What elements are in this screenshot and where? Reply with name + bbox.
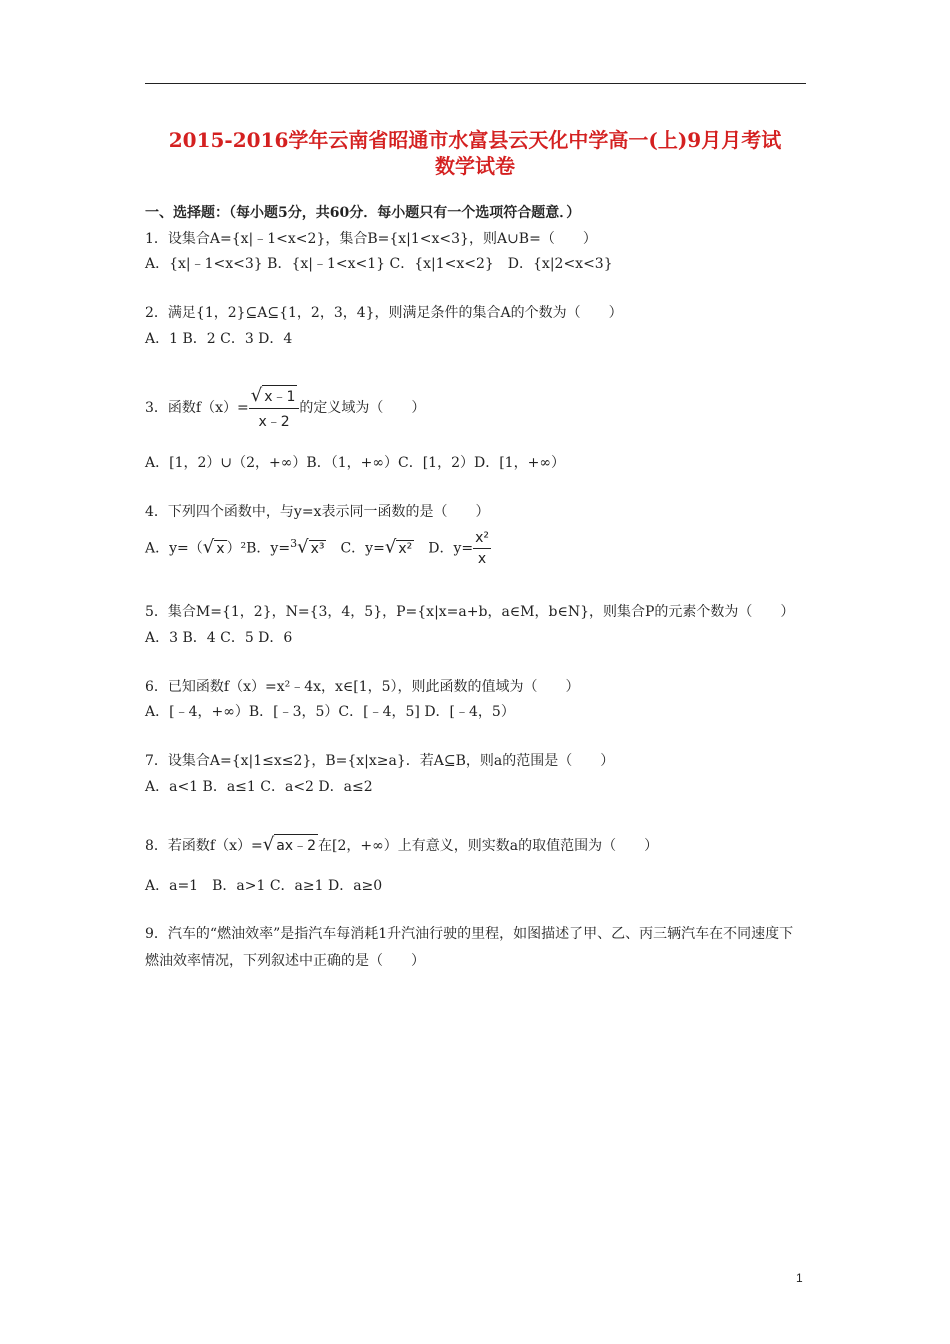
q4-option-d-fraction (473, 530, 491, 567)
q4-option-b-index: 3 (290, 536, 298, 550)
question-4-options (145, 530, 491, 567)
sqrt-symbol: √ (384, 536, 397, 558)
page-number: 1 (796, 1271, 803, 1285)
question-6-options: A．[﹣4，+∞）B．[﹣3，5）C．[﹣4，5] D．[﹣4，5） (145, 704, 515, 720)
document-title-line1: 2015-2016学年云南省昭通市水富县云天化中学高一(上)9月月考试 (168, 128, 782, 152)
question-9: 9．汽车的“燃油效率”是指汽车每消耗1升汽油行驶的里程，如图描述了甲、乙、丙三辆汽车在不同速度下燃油效率情况，下列叙述中正确的是（ ） (145, 926, 794, 969)
question-2: 2．满足{1，2}⊆A⊆{1，2，3，4}，则满足条件的集合A的个数为（ ） (145, 305, 623, 321)
question-3-suffix: 的定义域为（ ） (299, 400, 426, 416)
section-heading: 一、选择题：（每小题5分，共60分．每小题只有一个选项符合题意．） (145, 205, 581, 221)
header-rule (145, 83, 806, 84)
question-1-options: A．{x|﹣1<x<3} B．{x|﹣1<x<1} C．{x|1<x<2} D．{x|2<x<3} (145, 256, 613, 272)
question-1: 1．设集合A={x|﹣1<x<2}，集合B={x|1<x<3}，则A∪B=（ ） (145, 231, 597, 247)
question-3 (145, 385, 425, 431)
sqrt-symbol: √ (250, 385, 263, 406)
question-7-options: A．a<1 B．a≤1 C．a<2 D．a≤2 (145, 779, 373, 795)
question-8-radicand: ax﹣2 (274, 834, 318, 855)
sqrt-symbol: √ (202, 536, 215, 558)
question-3-options: A．[1，2）∪（2，+∞）B．（1，+∞）C．[1，2）D．[1，+∞） (145, 455, 565, 471)
q4-option-a-end: ）²B．y= (226, 540, 291, 557)
question-5: 5．集合M={1，2}，N={3，4，5}，P={x|x=a+b，a∈M，b∈N}，则集合P的元素个数为（ ） (145, 604, 795, 620)
question-6: 6．已知函数f（x）=x²﹣4x，x∈[1，5），则此函数的值域为（ ） (145, 679, 580, 695)
q4-option-a: A．y=（ (145, 540, 203, 557)
question-8-prefix: 8．若函数f（x）= (145, 838, 263, 854)
question-8-suffix: 在[2，+∞）上有意义，则实数a的取值范围为（ ） (317, 838, 659, 854)
question-4: 4．下列四个函数中，与y=x表示同一函数的是（ ） (145, 504, 490, 520)
document-title-line2: 数学试卷 (435, 154, 515, 178)
q4-option-c-radicand: x² (398, 540, 413, 557)
sqrt-symbol: √ (262, 834, 275, 855)
q4-option-d: D．y= (414, 540, 474, 557)
sqrt-symbol: √ (297, 536, 309, 558)
q4-option-b-radicand: x³ (310, 540, 325, 557)
q4-option-a-radicand: x (216, 540, 225, 557)
question-3-numerator: x﹣1 (262, 385, 297, 406)
question-3-fraction (249, 385, 300, 431)
q4-option-d-numerator: x² (473, 530, 491, 549)
question-8-options: A．a=1 B．a>1 C．a≥1 D．a≥0 (145, 878, 383, 894)
question-8 (145, 834, 658, 855)
question-5-options: A．3 B．4 C．5 D．6 (145, 630, 293, 646)
question-3-prefix: 3．函数f（x）= (145, 400, 249, 416)
q4-option-d-denominator: x (477, 551, 487, 567)
question-7: 7．设集合A={x|1≤x≤2}，B={x|x≥a}．若A⊆B，则a的范围是（ ） (145, 753, 615, 769)
question-2-options: A．1 B．2 C．3 D．4 (145, 331, 293, 347)
question-3-denominator: x﹣2 (258, 414, 290, 430)
q4-option-c: C．y= (326, 540, 385, 557)
